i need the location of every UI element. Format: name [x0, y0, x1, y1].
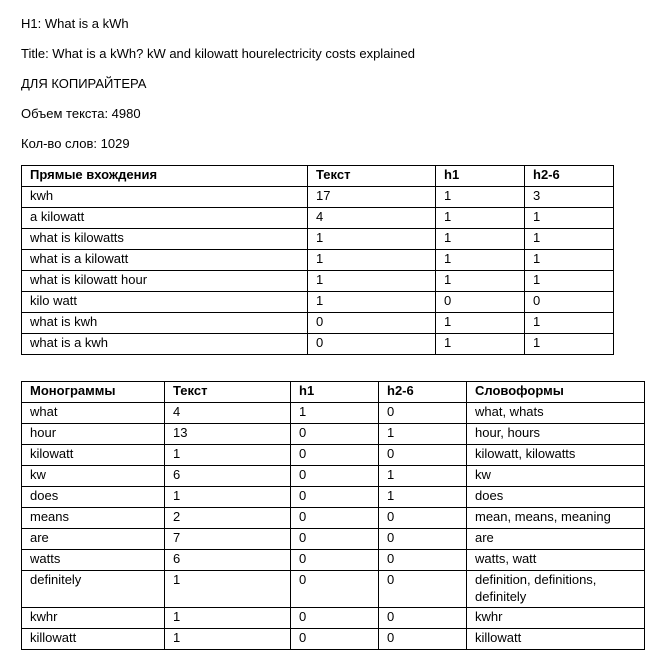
table-cell: 0: [291, 466, 379, 487]
table-cell: 1: [525, 250, 614, 271]
table-cell: 1: [436, 250, 525, 271]
table-row: [22, 445, 645, 466]
table-row: [22, 208, 614, 229]
table-cell: 1: [308, 292, 436, 313]
table-cell: 1: [436, 208, 525, 229]
column-header: h1: [436, 166, 525, 187]
table-cell: kilo watt: [22, 292, 308, 313]
table-cell: 6: [165, 466, 291, 487]
table-cell: 0: [291, 508, 379, 529]
table-row: [22, 229, 614, 250]
table-cell: 0: [379, 550, 467, 571]
column-header: Прямые вхождения: [22, 166, 308, 187]
table-cell: 1: [379, 466, 467, 487]
table-cell: kwhr: [22, 608, 165, 629]
table-cell: mean, means, meaning: [467, 508, 645, 529]
table-cell: 1: [165, 445, 291, 466]
table-cell: 0: [379, 629, 467, 650]
word-count-line: Кол-во слов: 1029: [21, 136, 130, 151]
column-header: h1: [291, 382, 379, 403]
table-row: [22, 550, 645, 571]
monograms-table: [21, 381, 645, 650]
table-cell: 0: [291, 487, 379, 508]
table-row: [22, 571, 645, 608]
table-cell: 3: [525, 187, 614, 208]
column-header: h2-6: [525, 166, 614, 187]
table-cell: means: [22, 508, 165, 529]
h1-line: H1: What is a kWh: [21, 16, 129, 31]
table-cell: what, whats: [467, 403, 645, 424]
table-cell: 1: [308, 271, 436, 292]
table-cell: 0: [291, 629, 379, 650]
table-cell: 0: [379, 445, 467, 466]
table-row: [22, 529, 645, 550]
table-cell: 1: [436, 229, 525, 250]
column-header: Монограммы: [22, 382, 165, 403]
table-row: [22, 424, 645, 445]
table-cell: watts: [22, 550, 165, 571]
title-line: Title: What is a kWh? kW and kilowatt hourelectricity costs explained: [21, 46, 415, 61]
table-cell: are: [467, 529, 645, 550]
table-cell: 1: [525, 229, 614, 250]
column-header: Словоформы: [467, 382, 645, 403]
table-cell: 1: [308, 250, 436, 271]
table-cell: 1: [165, 487, 291, 508]
table-cell: what is kilowatt hour: [22, 271, 308, 292]
table-cell: 0: [525, 292, 614, 313]
table-cell: 1: [436, 271, 525, 292]
table-header-row: [22, 166, 614, 187]
table-cell: 4: [165, 403, 291, 424]
table-row: [22, 487, 645, 508]
table-cell: 1: [308, 229, 436, 250]
table-cell: 1: [525, 271, 614, 292]
table-cell: 17: [308, 187, 436, 208]
table-cell: 7: [165, 529, 291, 550]
table-cell: what is kilowatts: [22, 229, 308, 250]
table-cell: hour: [22, 424, 165, 445]
table-cell: 1: [379, 424, 467, 445]
table-cell: 0: [379, 529, 467, 550]
table-cell: 13: [165, 424, 291, 445]
table-cell: a kilowatt: [22, 208, 308, 229]
table-row: [22, 313, 614, 334]
table-cell: kwhr: [467, 608, 645, 629]
table-cell: killowatt: [467, 629, 645, 650]
table-cell: what is a kilowatt: [22, 250, 308, 271]
table-cell: definitely: [22, 571, 165, 608]
table-row: [22, 629, 645, 650]
table-cell: 0: [291, 608, 379, 629]
column-header: Текст: [165, 382, 291, 403]
table-cell: what is kwh: [22, 313, 308, 334]
table-cell: 0: [379, 403, 467, 424]
table-cell: kilowatt: [22, 445, 165, 466]
table-cell: 0: [379, 608, 467, 629]
table-cell: 0: [308, 313, 436, 334]
table-cell: 0: [291, 529, 379, 550]
table-cell: what: [22, 403, 165, 424]
table-cell: 0: [291, 445, 379, 466]
table-row: [22, 334, 614, 355]
table-cell: kwh: [22, 187, 308, 208]
table-row: [22, 250, 614, 271]
table-cell: 1: [379, 487, 467, 508]
table-cell: 0: [308, 334, 436, 355]
table-cell: 0: [291, 424, 379, 445]
table-row: [22, 292, 614, 313]
copywriter-heading: ДЛЯ КОПИРАЙТЕРА: [21, 76, 147, 91]
table-cell: does: [22, 487, 165, 508]
table-cell: hour, hours: [467, 424, 645, 445]
table-cell: 0: [379, 508, 467, 529]
table-row: [22, 608, 645, 629]
column-header: Текст: [308, 166, 436, 187]
table-cell: 1: [525, 313, 614, 334]
table-cell: 1: [165, 571, 291, 608]
table-cell: 1: [165, 629, 291, 650]
table-cell: 0: [436, 292, 525, 313]
table-cell: 1: [436, 313, 525, 334]
table-row: [22, 187, 614, 208]
table-cell: 1: [291, 403, 379, 424]
table-row: [22, 271, 614, 292]
table-cell: what is a kwh: [22, 334, 308, 355]
table-cell: 6: [165, 550, 291, 571]
table-row: [22, 466, 645, 487]
table-cell: kw: [467, 466, 645, 487]
table-cell: definition, definitions, definitely: [467, 571, 645, 608]
table-cell: does: [467, 487, 645, 508]
table-cell: 0: [291, 571, 379, 608]
table-cell: 0: [379, 571, 467, 608]
text-volume-line: Объем текста: 4980: [21, 106, 141, 121]
table-cell: watts, watt: [467, 550, 645, 571]
table-cell: 1: [436, 334, 525, 355]
table-cell: 4: [308, 208, 436, 229]
table-cell: killowatt: [22, 629, 165, 650]
table-cell: are: [22, 529, 165, 550]
table-cell: 1: [525, 334, 614, 355]
direct-entries-table: [21, 165, 614, 355]
table-cell: kw: [22, 466, 165, 487]
table-cell: kilowatt, kilowatts: [467, 445, 645, 466]
table-row: [22, 403, 645, 424]
table-cell: 1: [525, 208, 614, 229]
table-cell: 0: [291, 550, 379, 571]
table-cell: 2: [165, 508, 291, 529]
table-header-row: [22, 382, 645, 403]
table-row: [22, 508, 645, 529]
table-cell: 1: [165, 608, 291, 629]
table-cell: 1: [436, 187, 525, 208]
column-header: h2-6: [379, 382, 467, 403]
